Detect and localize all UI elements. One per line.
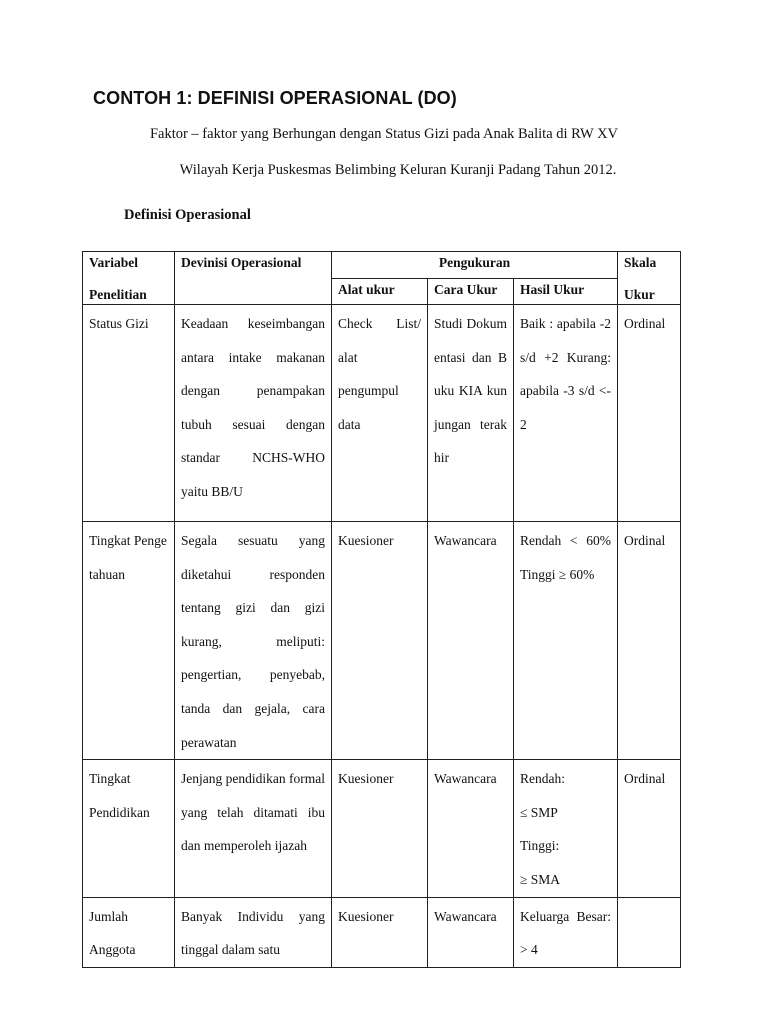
cell-hasil: Rendah < 60% Tinggi ≥ 60% [514, 522, 618, 760]
header-variabel-line-1: Variabel [89, 255, 139, 270]
table-row [83, 897, 681, 967]
header-skala-line-1: Skala [624, 255, 657, 270]
cell-hasil-line: Rendah: [520, 771, 565, 787]
cell-definisi: Keadaan keseimbangan antara intake makanan dengan penampakan tubuh sesuai dengan standar NCHS-WHO yaitu BB/U [175, 305, 332, 522]
cell-variabel: Jumlah Anggota [83, 897, 175, 967]
cell-variabel: Tingkat Pengetahuan [83, 522, 175, 760]
header-variabel-line-2: Penelitian [89, 287, 147, 302]
cell-definisi: Segala sesuatu yang diketahui responden tentang gizi dan gizi kurang, meliputi: pengertian, penyebab, tanda dan gejala, cara perawatan [175, 522, 332, 760]
header-variabel [83, 252, 175, 305]
cell-hasil [514, 760, 618, 897]
page-heading: CONTOH 1: DEFINISI OPERASIONAL (DO) [93, 88, 457, 108]
definition-table [82, 251, 681, 968]
header-skala-line-2: Ukur [624, 287, 655, 302]
cell-definisi: Jenjang pendidikan formal yang telah ditamati ibu dan memperoleh ijazah [175, 760, 332, 897]
table-row [83, 760, 681, 897]
section-title: Definisi Operasional [124, 207, 251, 223]
cell-variabel: Status Gizi [83, 305, 175, 522]
cell-cara: Wawancara [428, 760, 514, 897]
header-definisi: Devinisi Operasional [175, 252, 332, 305]
cell-skala: Ordinal [618, 760, 681, 897]
cell-alat: Kuesioner [332, 897, 428, 967]
cell-cara: Wawancara [428, 897, 514, 967]
cell-definisi: Banyak Individu yang tinggal dalam satu [175, 897, 332, 967]
cell-skala [618, 897, 681, 967]
cell-skala: Ordinal [618, 522, 681, 760]
cell-hasil-line: ≤ SMP [520, 804, 558, 820]
cell-alat: Check List/ alat pengumpul data [332, 305, 428, 522]
cell-hasil: Baik : apabila -2 s/d +2 Kurang: apabila -3 s/d <- 2 [514, 305, 618, 522]
table-row [83, 522, 681, 760]
cell-hasil-line: Tinggi: [520, 838, 560, 854]
cell-cara: Studi Dokumentasi dan Buku KIA kunjungan terakhir [428, 305, 514, 522]
header-hasil-ukur: Hasil Ukur [514, 278, 618, 305]
cell-hasil: Keluarga Besar: > 4 [514, 897, 618, 967]
header-pengukuran: Pengukuran [332, 252, 618, 279]
table-row [83, 305, 681, 522]
table-header-row-1 [83, 252, 681, 279]
cell-alat: Kuesioner [332, 760, 428, 897]
cell-alat: Kuesioner [332, 522, 428, 760]
cell-hasil-line: ≥ SMA [520, 871, 561, 887]
header-cara-ukur: Cara Ukur [428, 278, 514, 305]
cell-cara: Wawancara [428, 522, 514, 760]
header-skala [618, 252, 681, 305]
cell-variabel: Tingkat Pendidikan [83, 760, 175, 897]
cell-skala: Ordinal [618, 305, 681, 522]
header-alat-ukur: Alat ukur [332, 278, 428, 305]
subtitle-line-2: Wilayah Kerja Puskesmas Belimbing Keluran Kuranji Padang Tahun 2012. [179, 162, 617, 178]
subtitle-line-1: Faktor – faktor yang Berhungan dengan Status Gizi pada Anak Balita di RW XV [149, 126, 619, 142]
